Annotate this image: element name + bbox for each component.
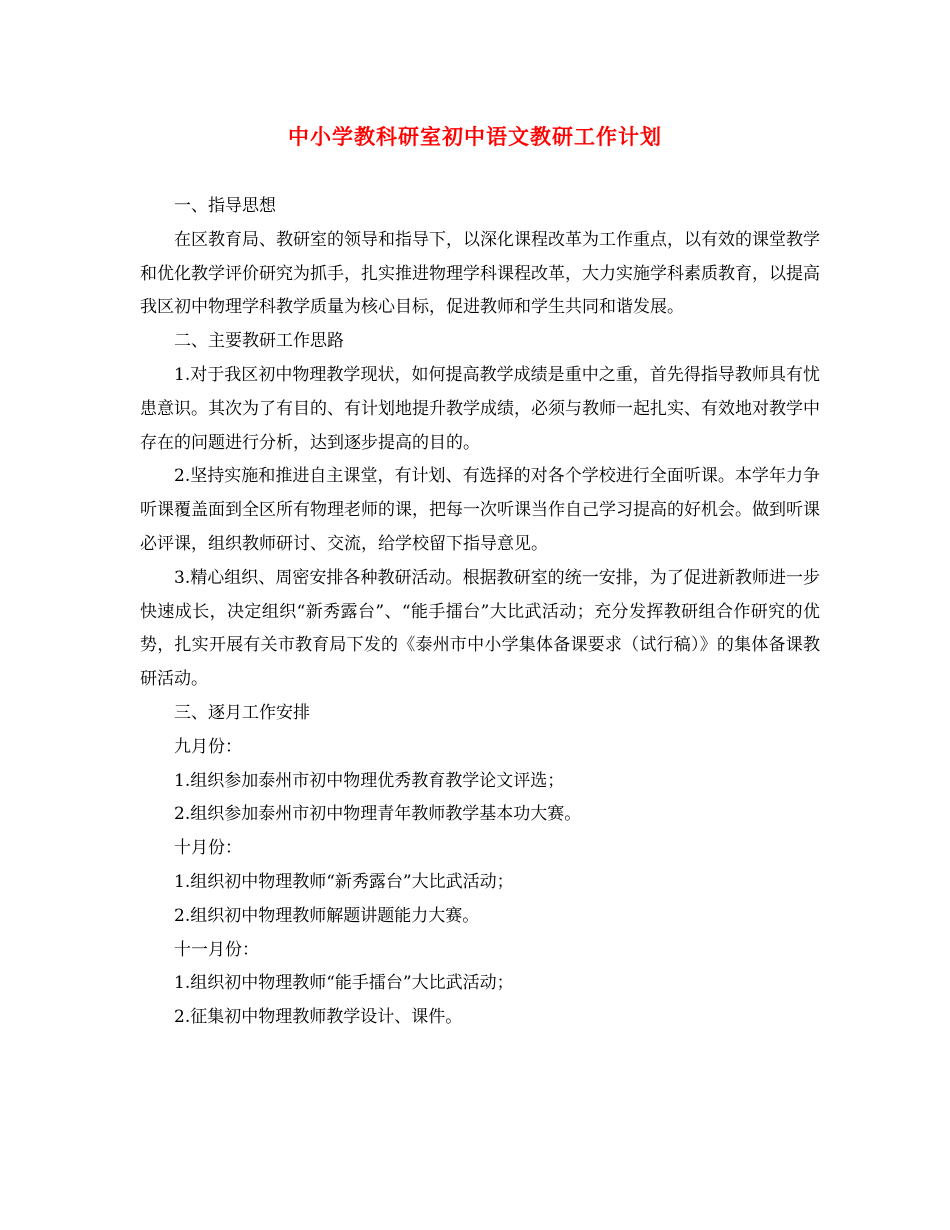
list-item: 1.组织初中物理教师“新秀露台”大比武活动； [174,871,514,892]
document-title: 中小学教科研室初中语文教研工作计划 [288,124,662,149]
document-body [140,190,820,1035]
month-heading-november: 十一月份： [174,939,259,960]
list-item: 2.征集初中物理教师教学设计、课件。 [174,1007,463,1028]
section-heading-monthly-plan: 三、逐月工作安排 [174,702,310,723]
paragraph-idea-2: 2.坚持实施和推进自主课堂，有计划、有选择的对各个学校进行全面听课。本学年力争听课覆盖面到全区所有物理老师的课，把每一次听课当作自己学习提高的好机会。做到听课必评课，组织教师研讨、交流，给学校留下指导意见。 [140,466,820,554]
month-heading-october: 十月份： [174,838,242,859]
month-heading-september: 九月份： [174,736,242,757]
paragraph-guiding-ideology: 在区教育局、教研室的领导和指导下，以深化课程改革为工作重点，以有效的课堂教学和优化教学评价研究为抓手，扎实推进物理学科课程改革，大力实施学科素质教育，以提高我区初中物理学科教学质量为核心目标，促进教师和学生共同和谐发展。 [140,229,820,318]
paragraph-idea-3: 3.精心组织、周密安排各种教研活动。根据教研室的统一安排，为了促进新教师进一步快速成长，决定组织“新秀露台”、“能手擂台”大比武活动；充分发挥教研组合作研究的优势，扎实开展有关市教育局下发的《泰州市中小学集体备课要求（试行稿）》的集体备课教研活动。 [140,567,820,690]
section-heading-guiding-ideology: 一、指导思想 [174,196,276,216]
section-heading-main-ideas: 二、主要教研工作思路 [174,331,344,352]
list-item: 2.组织参加泰州市初中物理青年教师教学基本功大赛。 [174,804,582,825]
list-item: 1.组织参加泰州市初中物理优秀教育教学论文评选； [174,770,565,791]
list-item: 1.组织初中物理教师“能手擂台”大比武活动； [174,973,514,994]
paragraph-idea-1: 1.对于我区初中物理教学现状，如何提高教学成绩是重中之重，首先得指导教师具有忧患意识。其次为了有目的、有计划地提升教学成绩，必须与教师一起扎实、有效地对教学中存在的问题进行分析，达到逐步提高的目的。 [140,364,820,453]
list-item: 2.组织初中物理教师解题讲题能力大赛。 [174,905,480,926]
